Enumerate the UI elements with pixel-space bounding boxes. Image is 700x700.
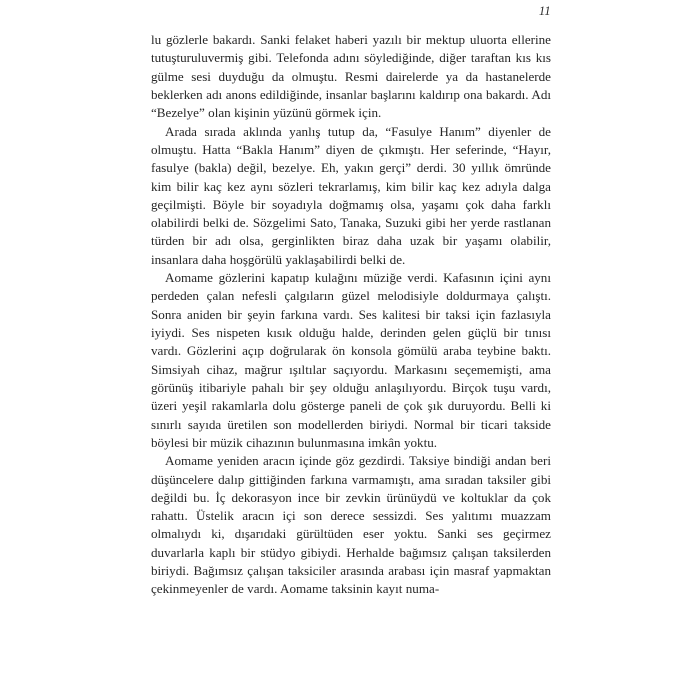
paragraph: Aomame gözlerini kapatıp kulağını müziğe verdi. Kafasının içini aynı perdeden çalan nefesli çalgıların güzel melodisiyle doldurmaya çalıştı. Sonra aniden bir şeyin farkına vardı. Ses kalitesi bir taksi için fazlasıyla iyiydi. Ses nispeten kısık olduğu halde, derinden gelen güçlü bir tınısı vardı. Gözlerini açıp doğrularak ön konsola gömülü araba teybine baktı. Simsiyah cihaz, mağrur ışıltılar saçıyordu. Markasını seçememişti, ama görünüş itibariyle pahalı bir şey olduğu anlaşılıyordu. Birçok tuşu vardı, üzeri yeşil rakamlarla dolu gösterge paneli de çok şık duruyordu. Belli ki sınırlı sayıda üretilen son modellerden biriydi. Normal bir ticari takside böylesi bir müzik cihazının bulunmasına imkân yoktu. [151,270,551,450]
paragraph: lu gözlerle bakardı. Sanki felaket haberi yazılı bir mektup uluorta ellerine tutuşturuluvermiş gibi. Telefonda adını söylediğinde, diğer taraftan kıs kıs gülme sesi duyduğu da olmuştu. Resmi dairelerde ya da hastanelerde beklerken adı anons edildiğinde, insanlar başlarını kaldırıp ona bakardı. Adı “Bezelye” olan kişinin yüzünü görmek için. [151,32,551,121]
page-header [151,2,551,20]
paragraph: Arada sırada aklında yanlış tutup da, “Fasulye Hanım” diyenler de olmuştu. Hatta “Bakla Hanım” diyen de çıkmıştı. Her seferinde, “Hayır, fasulye (bakla) değil, bezelye. Eh, yakın gerçi” derdi. 30 yıllık ömründe kim bilir kaç kez aynı sözleri tekrarlamış, kim bilir kaç kez adıyla dalga geçilmişti. Böyle bir soyadıyla doğmamış olsa, yaşamı çok daha farklı olabilirdi belki de. Sözgelimi Sato, Tanaka, Suzuki gibi her yerde rastlanan türden bir adı olsa, gerginlikten biraz daha uzak bir yaşamı olabilir, insanlara daha hoşgörülü yaklaşabilirdi belki de. [151,123,551,267]
page-number: 11 [538,4,551,18]
body-text-block [151,31,551,700]
paragraph: Aomame yeniden aracın içinde göz gezdirdi. Taksiye bindiği andan beri düşüncelere dalıp gittiğinden farkına varmamıştı, ama sıradan taksiler gibi değildi bu. İç dekorasyon ince bir zevkin ürünüydü ve koltuklar da çok rahattı. Üstelik aracın içi son derece sessizdi. Ses yalıtımı muazzam olmalıydı ki, dışarıdaki gürültüden eser yoktu. Sanki ses geçirmez duvarlarla kaplı bir stüdyo gibiydi. Herhalde bağımsız çalışan taksilerden biriydi. Bağımsız çalışan taksiciler arasında arabası için masraf yapmaktan çekinmeyenler de vardı. Aomame taksinin kayıt numa- [151,453,551,597]
